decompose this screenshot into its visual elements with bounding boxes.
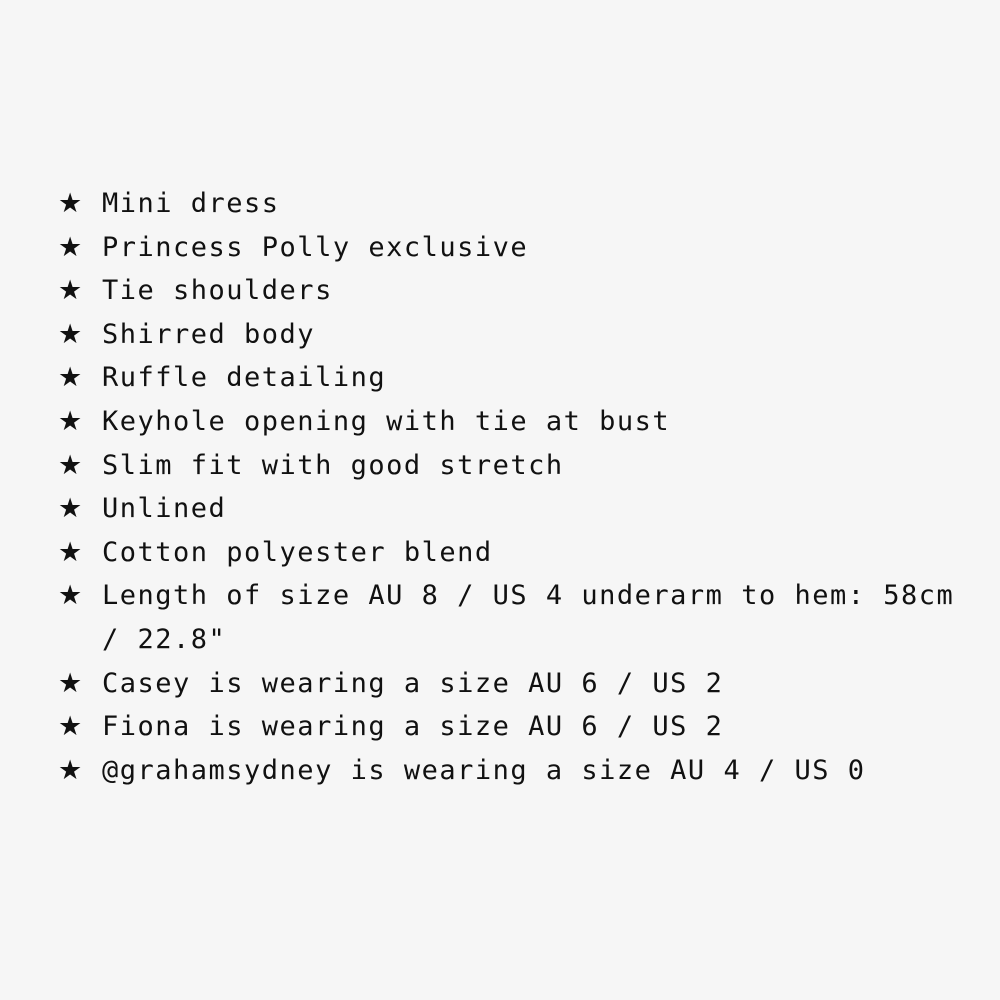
feature-text: Cotton polyester blend bbox=[102, 536, 493, 568]
feature-text: Tie shoulders bbox=[102, 275, 333, 307]
feature-item bbox=[58, 531, 958, 575]
star-icon: ★ bbox=[58, 275, 84, 307]
feature-item bbox=[58, 662, 958, 706]
star-icon: ★ bbox=[58, 405, 84, 437]
feature-item bbox=[58, 400, 958, 444]
feature-item bbox=[58, 269, 958, 313]
star-icon: ★ bbox=[58, 667, 84, 699]
feature-item bbox=[58, 182, 958, 226]
feature-text: Slim fit with good stretch bbox=[102, 449, 564, 481]
feature-list bbox=[58, 182, 973, 792]
feature-text: Mini dress bbox=[102, 188, 280, 219]
star-icon: ★ bbox=[58, 711, 84, 743]
feature-item bbox=[58, 487, 958, 531]
feature-text: @grahamsydney is wearing a size AU 4 / US 0 bbox=[102, 754, 866, 786]
feature-item bbox=[58, 574, 973, 661]
star-icon: ★ bbox=[58, 188, 84, 219]
feature-item bbox=[58, 226, 958, 270]
star-icon: ★ bbox=[58, 580, 84, 612]
feature-item bbox=[58, 749, 958, 793]
feature-text: Ruffle detailing bbox=[102, 362, 387, 394]
feature-text: Unlined bbox=[102, 493, 227, 525]
star-icon: ★ bbox=[58, 493, 84, 525]
feature-item bbox=[58, 705, 958, 749]
star-icon: ★ bbox=[58, 362, 84, 394]
star-icon: ★ bbox=[58, 449, 84, 481]
star-icon: ★ bbox=[58, 318, 84, 350]
feature-text: Fiona is wearing a size AU 6 / US 2 bbox=[102, 711, 724, 743]
feature-item bbox=[58, 444, 958, 488]
feature-text: Princess Polly exclusive bbox=[102, 231, 529, 263]
feature-item bbox=[58, 356, 958, 400]
feature-text: Casey is wearing a size AU 6 / US 2 bbox=[102, 667, 724, 699]
star-icon: ★ bbox=[58, 536, 84, 568]
star-icon: ★ bbox=[58, 231, 84, 263]
feature-item bbox=[58, 313, 958, 357]
feature-text: Length of size AU 8 / US 4 underarm to hem: 58cm / 22.8" bbox=[102, 580, 973, 655]
feature-text: Keyhole opening with tie at bust bbox=[102, 405, 671, 437]
star-icon: ★ bbox=[58, 754, 84, 786]
feature-text: Shirred body bbox=[102, 318, 316, 350]
